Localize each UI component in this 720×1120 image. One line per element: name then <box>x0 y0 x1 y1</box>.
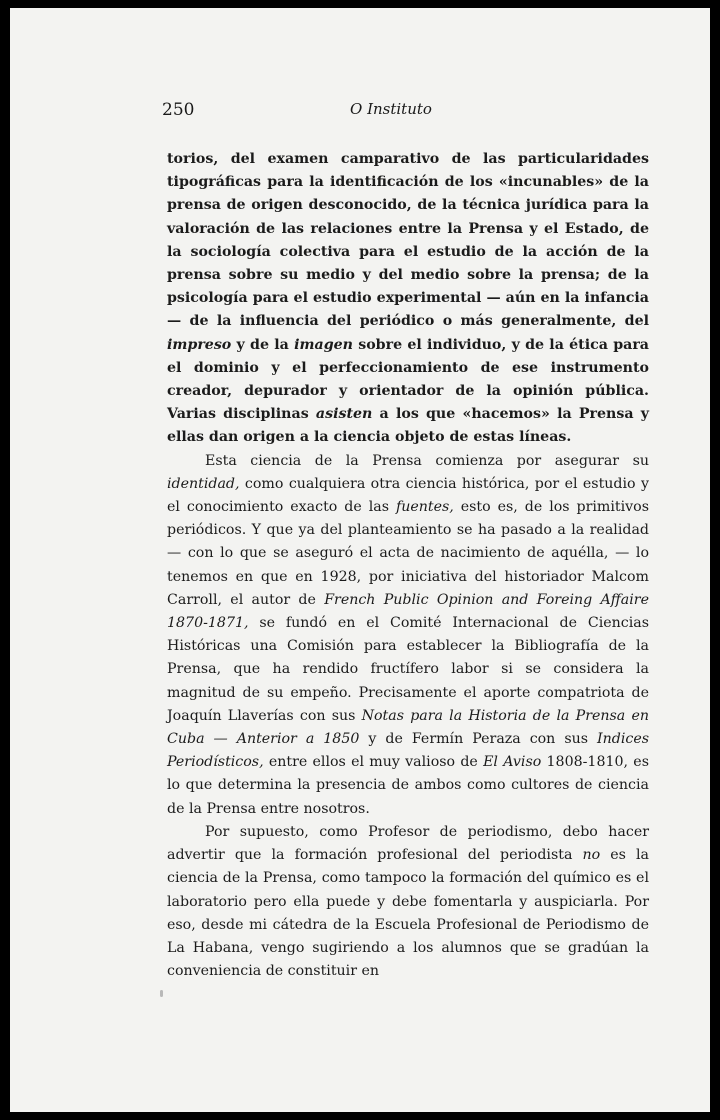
italic-run: El Aviso <box>483 754 542 771</box>
text-run: como cualquiera otra ciencia histórica, por el estudio y el conocimiento exacto de las <box>167 475 649 516</box>
paragraph-2 <box>167 450 649 821</box>
text-run: sobre el individuo, y de la ética para el dominio y el perfeccionamiento de ese instrumento creador, depurador y orientador de la opinión pública. Varias disciplinas <box>167 336 649 423</box>
text-run: y de Fermín Peraza con sus <box>359 731 598 748</box>
italic-run: identidad, <box>167 475 240 492</box>
body-text <box>167 148 649 983</box>
italic-run: Indices Periodísticos, <box>167 731 649 771</box>
text-run: 1808-1810, es lo que determina la presencia de ambos como cultores de ciencia de la Prensa entre nosotros. <box>167 754 649 817</box>
italic-run: no <box>582 847 601 864</box>
text-run: esto es, de los primitivos periódicos. Y que ya del planteamiento se ha pasado a la realidad — con lo que se aseguró el acta de nacimiento de aquélla, — lo tenemos en que en 1928, por iniciativa del historiador Malcom Carroll, el autor de <box>167 499 650 608</box>
italic-run: impreso <box>167 336 232 353</box>
text-run: y de la <box>231 336 295 353</box>
text-run: se fundó en el Comité Internacional de Ciencias Históricas una Comisión para establecer la Bibliografía de la Prensa, que ha rendido fructífero labor si se considera la magnitud de su empeño. Precisamente el aporte compatriota de Joaquín Llaverías con sus <box>167 615 649 724</box>
text-run: Por supuesto, como Profesor de periodismo, debo hacer advertir que la formación profesional del periodista <box>167 823 649 864</box>
text-run: es la ciencia de la Prensa, como tampoco la formación del químico es el laboratorio pero ella puede y debe fomentarla y auspiciarla. Por eso, desde mi cátedra de la Escuela Profesional de Periodismo de La Habana, vengo sugiriendo a los alumnos que se gradúan la conveniencia de constituir en <box>167 847 649 980</box>
italic-run: French Public Opinion and Foreing Affaire 1870-1871, <box>167 591 649 632</box>
italic-run: imagen <box>294 336 353 353</box>
italic-run: Notas para la Historia de la Prensa en Cuba — Anterior a 1850 <box>167 707 649 748</box>
page-header <box>162 98 652 124</box>
paragraph-1 <box>167 148 649 450</box>
italic-run: asisten <box>315 406 373 423</box>
paragraph-3 <box>167 821 649 983</box>
italic-run: fuentes, <box>395 499 454 516</box>
scan-speck <box>160 990 163 997</box>
running-title: O Instituto <box>350 100 432 118</box>
text-run: torios, del examen camparativo de las particularidades tipográficas para la identificación de los «incunables» de la prensa de origen desconocido, de la técnica jurídica para la valoración de las relaciones entre la Prensa y el Estado, de la sociología colectiva para el estudio de la acción de la prensa sobre su medio y del medio sobre la prensa; de la psicología para el estudio experimental — aún en la infancia — de la influencia del periódico o más generalmente, del <box>167 151 649 330</box>
text-run: entre ellos el muy valioso de <box>263 754 484 771</box>
text-run: Esta ciencia de la Prensa comienza por asegurar su <box>205 452 649 469</box>
book-page <box>10 8 710 1112</box>
text-run: a los que «hacemos» la Prensa y ellas dan origen a la ciencia objeto de estas líneas. <box>167 406 649 446</box>
page-number: 250 <box>162 100 195 120</box>
